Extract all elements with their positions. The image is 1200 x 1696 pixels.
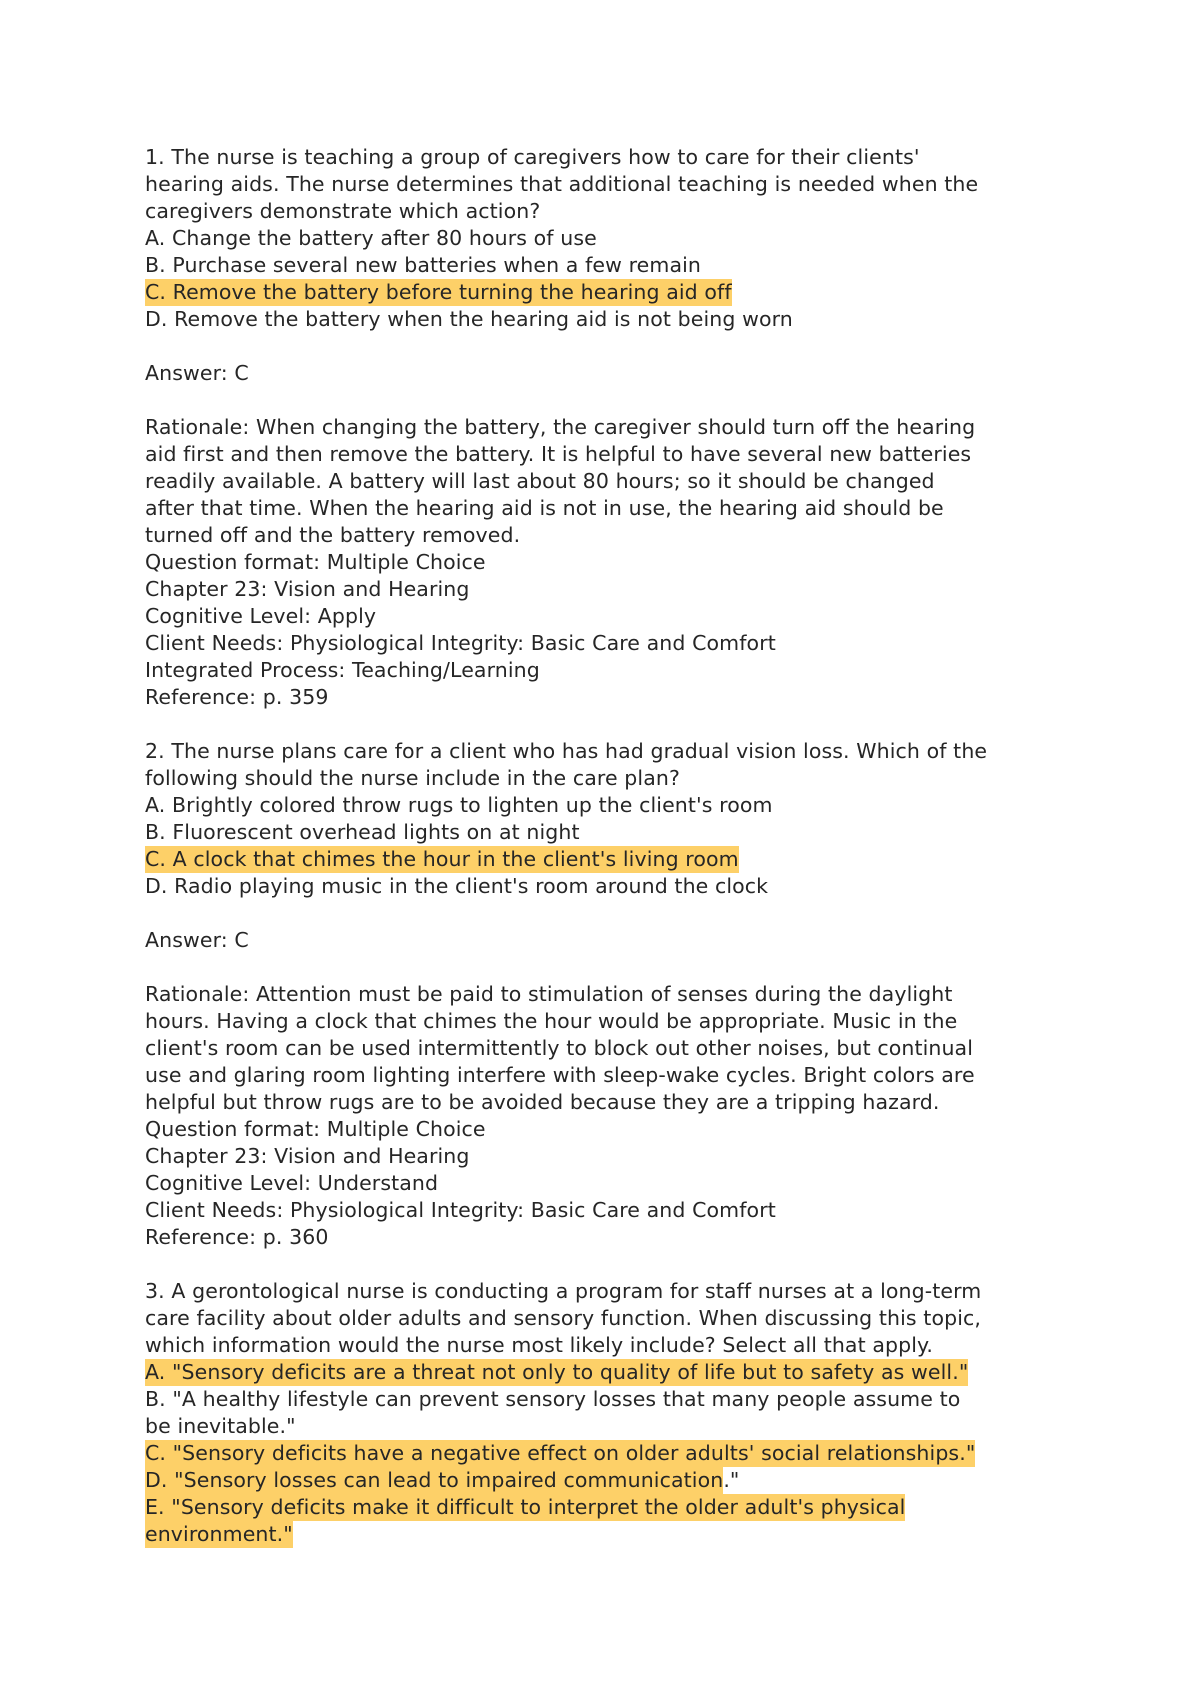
q1-integrated-process: Integrated Process: Teaching/Learning (145, 658, 540, 682)
q1-option-d: D. Remove the battery when the hearing aid is not being worn (145, 307, 793, 331)
q2-rationale-line: helpful but throw rugs are to be avoided because they are a tripping hazard. (145, 1090, 940, 1114)
q3-option-a-line (145, 1359, 1080, 1386)
q3-option-d-line (145, 1467, 1080, 1494)
q3-option-e-line (145, 1521, 1080, 1548)
q2-option-d: D. Radio playing music in the client's room around the clock (145, 874, 769, 898)
q3-option-d-highlighted: D. "Sensory losses can lead to impaired communication (145, 1468, 724, 1492)
q2-option-c-line (145, 846, 1080, 873)
q2-reference: Reference: p. 360 (145, 1225, 329, 1249)
q1-stem-line: caregivers demonstrate which action? (145, 199, 541, 223)
q1-option-c-highlighted: C. Remove the battery before turning the hearing aid off (145, 280, 732, 304)
q1-stem-line: 1. The nurse is teaching a group of caregivers how to care for their clients' (145, 145, 920, 169)
q1-stem-line: hearing aids. The nurse determines that additional teaching is needed when the (145, 172, 979, 196)
spacer (145, 1251, 1080, 1278)
spacer (145, 954, 1080, 981)
q3-option-d-rest: ." (723, 1468, 740, 1492)
q2-cognitive-level: Cognitive Level: Understand (145, 1171, 439, 1195)
q1-rationale-line: after that time. When the hearing aid is not in use, the hearing aid should be (145, 496, 944, 520)
q2-client-needs: Client Needs: Physiological Integrity: Basic Care and Comfort (145, 1198, 776, 1222)
q1-client-needs: Client Needs: Physiological Integrity: Basic Care and Comfort (145, 631, 776, 655)
q3-option-e-highlighted: E. "Sensory deficits make it difficult to interpret the older adult's physical (145, 1495, 906, 1519)
q3-option-b-line: B. "A healthy lifestyle can prevent sensory losses that many people assume to (145, 1387, 961, 1411)
spacer (145, 900, 1080, 927)
q2-question-format: Question format: Multiple Choice (145, 1117, 486, 1141)
q3-stem-line: which information would the nurse most likely include? Select all that apply. (145, 1333, 933, 1357)
q2-rationale-line: Rationale: Attention must be paid to stimulation of senses during the daylight (145, 982, 953, 1006)
spacer (145, 711, 1080, 738)
q1-chapter: Chapter 23: Vision and Hearing (145, 577, 470, 601)
q1-rationale-line: aid first and then remove the battery. It is helpful to have several new batteries (145, 442, 972, 466)
q3-option-a-highlighted: A. "Sensory deficits are a threat not only to quality of life but to safety as well." (145, 1360, 969, 1384)
document-body (145, 144, 1080, 1548)
q2-stem-line: 2. The nurse plans care for a client who has had gradual vision loss. Which of the (145, 739, 988, 763)
q2-rationale-line: use and glaring room lighting interfere with sleep-wake cycles. Bright colors are (145, 1063, 975, 1087)
spacer (145, 387, 1080, 414)
q3-option-e-highlighted: environment." (145, 1522, 293, 1546)
q1-question-format: Question format: Multiple Choice (145, 550, 486, 574)
q2-option-c-highlighted: C. A clock that chimes the hour in the client's living room (145, 847, 739, 871)
q1-rationale-line: Rationale: When changing the battery, the caregiver should turn off the hearing (145, 415, 976, 439)
q1-option-c-line (145, 279, 1080, 306)
spacer (145, 333, 1080, 360)
q1-option-a: A. Change the battery after 80 hours of use (145, 226, 597, 250)
q2-rationale-line: hours. Having a clock that chimes the hour would be appropriate. Music in the (145, 1009, 958, 1033)
q3-option-b-line: be inevitable." (145, 1414, 296, 1438)
q1-cognitive-level: Cognitive Level: Apply (145, 604, 377, 628)
q2-option-b: B. Fluorescent overhead lights on at night (145, 820, 580, 844)
q3-option-c-line (145, 1440, 1080, 1467)
q3-option-e-line (145, 1494, 1080, 1521)
q2-answer: Answer: C (145, 928, 249, 952)
q3-stem-line: 3. A gerontological nurse is conducting a program for staff nurses at a long-term (145, 1279, 982, 1303)
q3-stem-line: care facility about older adults and sensory function. When discussing this topic, (145, 1306, 981, 1330)
q1-rationale-line: readily available. A battery will last about 80 hours; so it should be changed (145, 469, 935, 493)
q1-answer: Answer: C (145, 361, 249, 385)
q1-reference: Reference: p. 359 (145, 685, 329, 709)
q1-rationale-line: turned off and the battery removed. (145, 523, 521, 547)
q1-option-b: B. Purchase several new batteries when a few remain (145, 253, 702, 277)
q2-rationale-line: client's room can be used intermittently to block out other noises, but continual (145, 1036, 974, 1060)
q2-option-a: A. Brightly colored throw rugs to lighten up the client's room (145, 793, 773, 817)
q2-stem-line: following should the nurse include in the care plan? (145, 766, 680, 790)
q3-option-c-highlighted: C. "Sensory deficits have a negative effect on older adults' social relationships." (145, 1441, 976, 1465)
q2-chapter: Chapter 23: Vision and Hearing (145, 1144, 470, 1168)
